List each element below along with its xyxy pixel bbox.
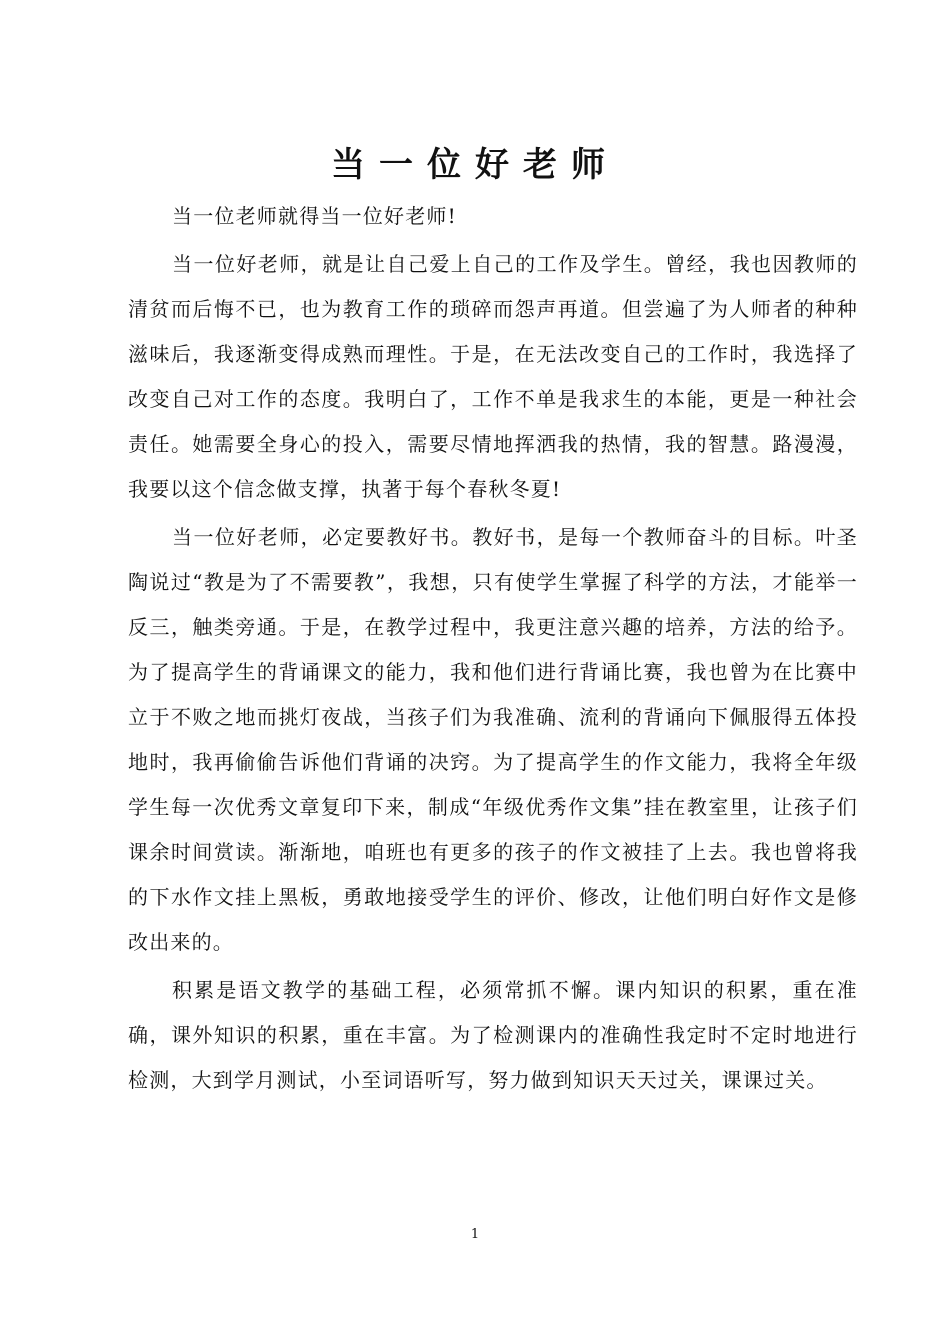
document-body <box>128 194 858 1103</box>
paragraph: 当一位好老师，必定要教好书。教好书，是每一个教师奋斗的目标。叶圣陶说过“教是为了不需要教”，我想，只有使学生掌握了科学的方法，才能举一反三，触类旁通。于是，在教学过程中，我更注意兴趣的培养，方法的给予。为了提高学生的背诵课文的能力，我和他们进行背诵比赛，我也曾为在比赛中立于不败之地而挑灯夜战，当孩子们为我准确、流利的背诵向下佩服得五体投地时，我再偷偷告诉他们背诵的决窍。为了提高学生的作文能力，我将全年级学生每一次优秀文章复印下来，制成“年级优秀作文集”挂在教室里，让孩子们课余时间赏读。渐渐地，咱班也有更多的孩子的作文被挂了上去。我也曾将我的下水作文挂上黑板，勇敢地接受学生的评价、修改，让他们明白好作文是修改出来的。 <box>128 525 858 954</box>
paragraph: 积累是语文教学的基础工程，必须常抓不懈。课内知识的积累，重在准确，课外知识的积累，重在丰富。为了检测课内的准确性我定时不定时地进行检测，大到学月测试，小至词语听写，努力做到知识天天过关，课课过关。 <box>128 978 858 1092</box>
document-title: 当一位好老师 <box>331 145 619 185</box>
page-number: 1 <box>470 1227 480 1242</box>
paragraph: 当一位老师就得当一位好老师! <box>172 204 457 228</box>
paragraph: 当一位好老师，就是让自己爱上自己的工作及学生。曾经，我也因教师的清贫而后悔不已，也为教育工作的琐碎而怨声再道。但尝遍了为人师者的种种滋味后，我逐渐变得成熟而理性。于是，在无法改变自己的工作时，我选择了改变自己对工作的态度。我明白了，工作不单是我求生的本能，更是一种社会责任。她需要全身心的投入，需要尽情地挥洒我的热情，我的智慧。路漫漫，我要以这个信念做支撑，执著于每个春秋冬夏! <box>128 252 858 501</box>
